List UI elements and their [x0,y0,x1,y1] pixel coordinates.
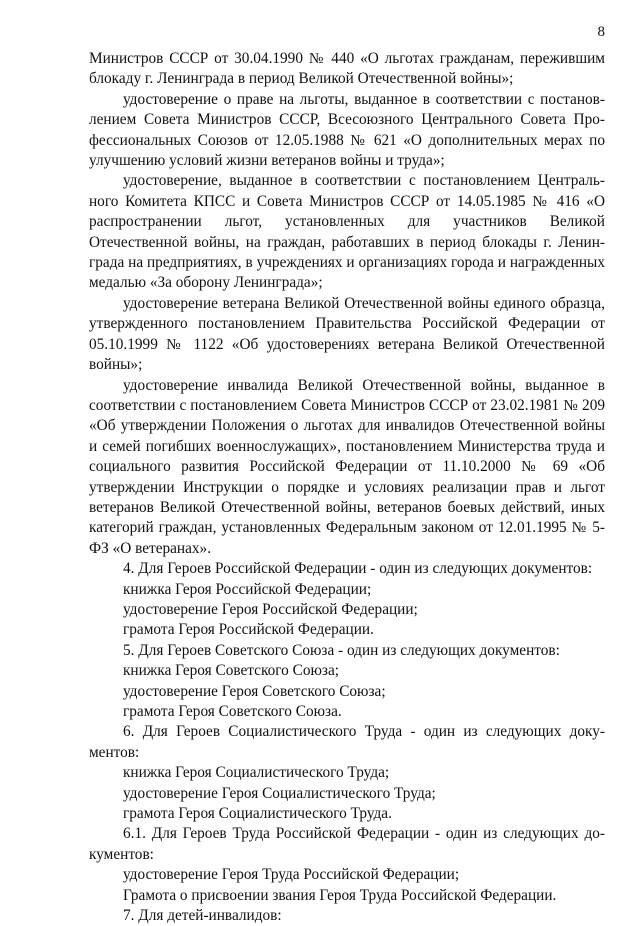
list-item: удостоверение Героя Социалистического Труда; [123,784,436,802]
list-item: грамота Героя Советского Союза. [123,703,342,720]
document-body [89,49,605,926]
list-item: Грамота о присвоении звания Героя Труда Российской Федерации. [123,886,557,904]
page-number: 8 [597,24,605,40]
paragraph: удостоверение, выданное в соответствии с постановлением Центрального Комитета КПСС и Совета Министров СССР от 14.05.1985 № 416 «О распространении льгот, установленных для участников Великой Отечественной войны, на граждан, работавших в период блокады г. Ленинграда на предприятиях, в учреждениях и организациях города и награжденных медалью «За оборону Ленинграда»; [89,172,605,292]
list-item: удостоверение Героя Российской Федерации; [123,600,418,618]
list-item: книжка Героя Российской Федерации; [123,580,372,598]
list-item: грамота Героя Социалистического Труда. [123,805,392,823]
paragraph: удостоверение инвалида Великой Отечественной войны, выданное в соответствии с постановлением Совета Министров СССР от 23.02.1981 № 209 «Об утверждении Положения о льготах для инвалидов Отечественной войны и семей погибших военнослужащих», постановлением Министерства труда и социального развития Российской Федерации от 11.10.2000 № 69 «Об утверждении Инструкции о порядке и условиях реализации прав и льгот ветеранов Великой Отечественной войны, ветеранов боевых действий, иных категорий граждан, установленных Федеральным законом от 12.01.1995 № 5-ФЗ «О ветеранах». [89,376,605,557]
section-heading-6: 6. Для Героев Социалистического Труда - один из следующих документов: [89,723,605,761]
list-item: книжка Героя Социалистического Труда; [123,764,390,782]
section-heading-6-1: 6.1. Для Героев Труда Российской Федерации - один из следующих документов: [89,825,605,863]
section-heading-5: 5. Для Героев Советского Союза - один из следующих документов: [123,641,560,659]
paragraph-continuation: Министров СССР от 30.04.1990 № 440 «О льготах гражданам, пережившим блокаду г. Ленинграда в период Великой Отечественной войны»; [89,50,605,88]
list-item: удостоверение Героя Советского Союза; [123,682,386,700]
paragraph: удостоверение ветерана Великой Отечественной войны единого образца, утвержденного постановлением Правительства Российской Федерации от 05.10.1999 № 1122 «Об удостоверениях ветерана Великой Отечественной войны»; [89,294,605,374]
section-heading-7: 7. Для детей-инвалидов: [123,907,282,925]
section-heading-4: 4. Для Героев Российской Федерации - один из следующих документов: [123,560,593,578]
list-item: удостоверение Героя Труда Российской Федерации; [123,866,460,884]
paragraph: удостоверение о праве на льготы, выданное в соответствии с постановлением Совета Министров СССР, Всесоюзного Центрального Совета Профессиональных Союзов от 12.05.1988 № 621 «О дополнительных мерах по улучшению условий жизни ветеранов войны и труда»; [89,90,605,170]
list-item: грамота Героя Российской Федерации. [123,621,374,639]
list-item: книжка Героя Советского Союза; [123,662,339,680]
